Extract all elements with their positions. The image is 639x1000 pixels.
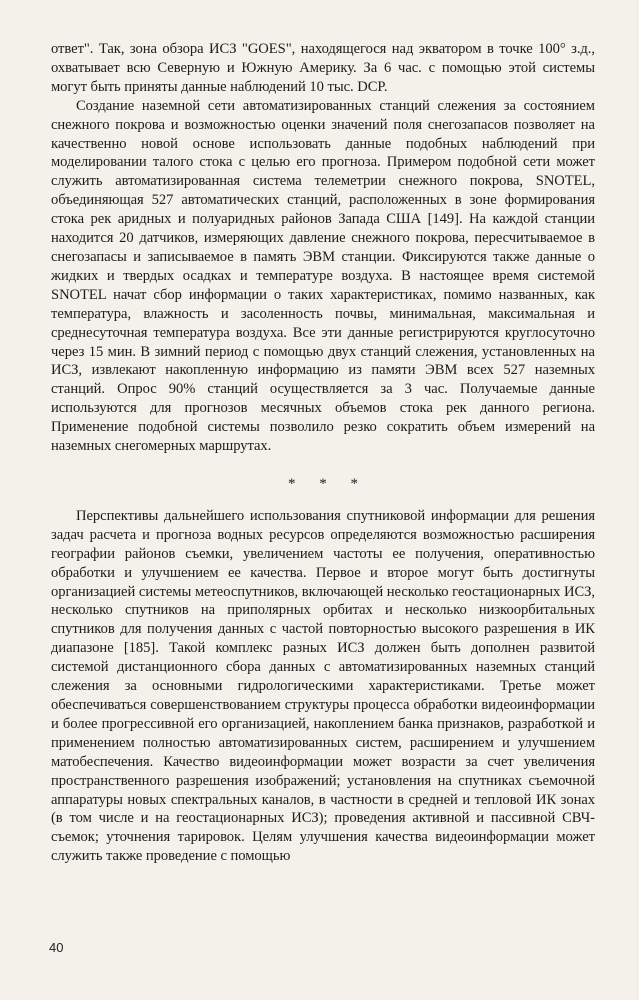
section-separator: * * *	[288, 475, 368, 492]
paragraph-goes-coverage: ответ". Так, зона обзора ИСЗ "GOES", находящегося над экватором в точке 100° з.д., охватывает всю Северную и Южную Америку. За 6 час. с помощью этой системы могут быть приняты данные наблюдений 10 тыс. DCP.	[51, 41, 595, 95]
paragraph-prospects: Перспективы дальнейшего использования спутниковой информации для решения задач расчета и прогноза водных ресурсов определяются возможностью расширения географии районов съемки, увеличением частоты ее получения, оперативностью обработки и улучшением ее качества. Первое и второе могут быть достигнуты организацией системы метеоспутников, включающей несколько геостационарных ИСЗ, несколько спутников на приполярных орбитах и несколько низкоорбитальных спутников для получения данных с частой повторностью высокого разрешения в ИК диапазоне [185]. Такой комплекс разных ИСЗ должен быть дополнен развитой системой дистанционного сбора данных с автоматизированных наземных станций слежения за основными гидрологическими характеристиками. Третье может обеспечиваться совершенствованием структуры процесса обработки видеоинформации и более прогрессивной его организацией, накоплением банка признаков, разработкой и применением полностью автоматизированных систем, расширением и улучшением матобеспечения. Качество видеоинформации может возрасти за счет увеличения пространственного разрешения изображений; установления на спутниках съемочной аппаратуры новых спектральных каналов, в частности в средней и тепловой ИК зонах (в том числе и на геостационарных ИСЗ); проведения активной и пассивной СВЧ-съемок; уточнения тарировок. Целям улучшения качества видеоинформации может служить также проведение с помощью	[51, 507, 595, 865]
paragraph-snotel-network: Создание наземной сети автоматизированных станций слежения за состоянием снежного покрова и возможностью оценки значений поля снегозапасов позволяет на качественно новой основе использовать данные подобных наблюдений при моделировании талого стока с целью его прогноза. Примером подобной сети может служить автоматизированная система телеметрии снежного покрова, SNOTEL, объединяющая 527 автоматических станций, расположенных в зоне формирования стока рек аридных и полуаридных районов Запада США [149]. На каждой станции находится 20 датчиков, измеряющих давление снежного покрова, пересчитываемое в снегозапасы и записываемое в память ЭВМ станции. Фиксируются также данные о жидких и твердых осадках и температуре воздуха. В настоящее время системой SNOTEL начат сбор информации о таких характеристиках, помимо названных, как температура, влажность и засоленность почвы, минимальная, максимальная и среднесуточная температура воздуха. Все эти данные регистрируются круглосуточно через 15 мин. В зимний период с помощью двух станций слежения, установленных на ИСЗ, извлекают накопленную информацию из памяти ЭВМ всех 527 наземных станций. Опрос 90% станций осуществляется за 3 час. Получаемые данные используются для прогнозов месячных объемов стока рек данного региона. Применение подобной системы позволило резко сократить объем измерений на наземных снегомерных маршрутах.	[51, 97, 595, 455]
page-number: 40	[49, 940, 64, 955]
